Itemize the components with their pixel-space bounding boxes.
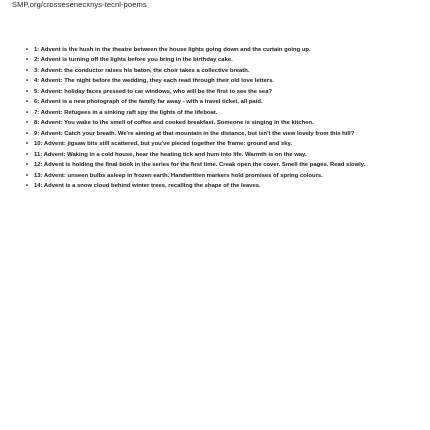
list-item: • 9: Advent: Catch your breath. We're aiming at that mountain in the distance, but isn't the view lovely from this hill? <box>26 130 390 138</box>
list-item: • 13: Advent: unseen bulbs asleep in frozen earth. Handwritten markers hold promises of spring colours. <box>26 172 390 180</box>
list-item: • 8: Advent: You wake to the smell of coffee and cooked breakfast. Someone is singing in the kitchen. <box>26 119 390 127</box>
list-item: • 11: Advent: Waking in a cold house, hear the heating tick and hum into life. Warmth is on the way. <box>26 151 390 159</box>
list-item: • 4: Advent: The night before the wedding, they each read through their old love letters. <box>26 77 390 85</box>
list-item: • 1: Advent is the hush in the theatre between the house lights going down and the curtain going up. <box>26 46 390 54</box>
list-item: • 12: Advent is holding the final book in the series for the first time. Creak open the cover. Smell the pages. Read slowly. <box>26 161 390 169</box>
list-item: • 2: Advent is turning off the lights before you bring in the birthday cake. <box>26 56 390 64</box>
list-item: • 14: Advent is a snow cloud behind winter trees, recalling the shape of the leaves. <box>26 182 390 190</box>
list-item: • 7: Advent: Refugees in a sinking raft spy the lights of the lifeboat. <box>26 109 390 117</box>
list-item: • 10: Advent: jigsaw bits still scattered, but you've pieced together the frame: ground and sky. <box>26 140 390 148</box>
page-header-url: SMP.org/crossesenecxnys-tecnl-poems <box>12 0 147 9</box>
list-item: • 6: Advent is a new photograph of the family far away - with a travel ticket, all paid. <box>26 98 390 106</box>
list-item: • 3: Advent: the conductor raises his baton, the choir takes a collective breath. <box>26 67 390 75</box>
list-item: • 5: Advent: holiday faces pressed to car windows, who will be the first to see the sea? <box>26 88 390 96</box>
advent-poem-list <box>26 46 390 193</box>
